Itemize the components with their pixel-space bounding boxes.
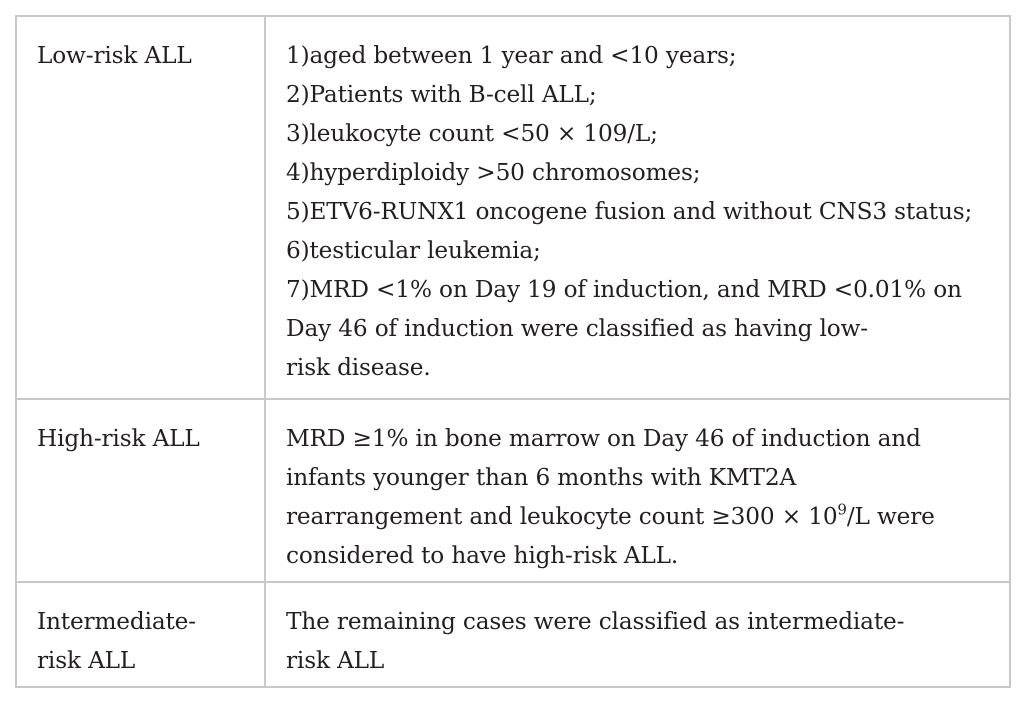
criteria-text: /L were [846,503,935,530]
criteria-line: considered to have high-risk ALL. [286,542,679,569]
criteria-line: 7)MRD <1% on Day 19 of induction, and MRD <0.01% on [286,276,962,303]
criteria-line: infants younger than 6 months with KMT2A [286,464,797,491]
table-row-intermediate-risk [16,582,1010,687]
risk-category-cell [16,399,265,582]
criteria-line: 6)testicular leukemia; [286,237,541,264]
risk-classification-table [15,15,1011,688]
criteria-line: 2)Patients with B-cell ALL; [286,81,597,108]
criteria-line: risk disease. [286,354,431,381]
criteria-cell [265,399,1010,582]
risk-category-label: Low-risk ALL [37,42,192,69]
criteria-line: 3)leukocyte count <50 × 109/L; [286,120,658,147]
risk-category-cell [16,582,265,687]
risk-category-label: risk ALL [37,647,136,674]
criteria-line: MRD ≥1% in bone marrow on Day 46 of induction and [286,425,921,452]
criteria-line: Day 46 of induction were classified as having low- [286,315,868,342]
risk-category-label: High-risk ALL [37,425,200,452]
criteria-line: 5)ETV6-RUNX1 oncogene fusion and without CNS3 status; [286,198,973,225]
criteria-text: rearrangement and leukocyte count ≥300 × 10 [286,503,838,530]
criteria-cell [265,582,1010,687]
risk-category-label: Intermediate- [37,608,196,635]
risk-category-cell [16,16,265,399]
criteria-line [286,497,999,536]
superscript-exponent: 9 [837,500,847,519]
criteria-cell [265,16,1010,399]
criteria-line: 4)hyperdiploidy >50 chromosomes; [286,159,701,186]
criteria-line: The remaining cases were classified as intermediate- [286,608,905,635]
criteria-line: 1)aged between 1 year and <10 years; [286,42,737,69]
table-row-low-risk [16,16,1010,399]
criteria-line: risk ALL [286,647,385,674]
table-row-high-risk [16,399,1010,582]
